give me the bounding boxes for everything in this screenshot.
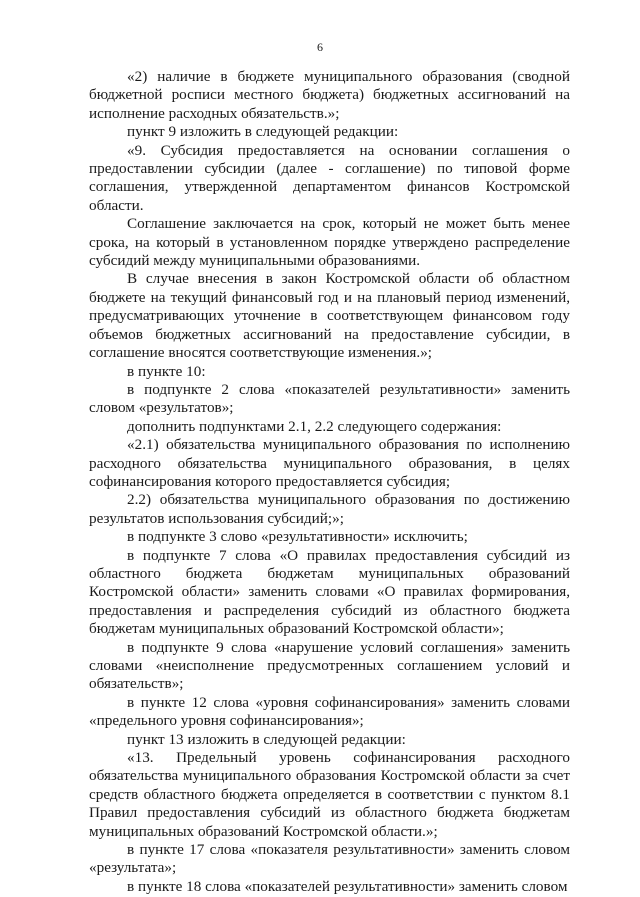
- paragraph: 2.2) обязательства муниципального образования по достижению результатов использования субсидий;»;: [89, 491, 570, 527]
- paragraph: дополнить подпунктами 2.1, 2.2 следующего содержания:: [127, 417, 502, 435]
- paragraph: Соглашение заключается на срок, который не может быть менее срока, на который в установленном порядке утверждено распределение субсидий между муниципальными образованиями.: [89, 215, 570, 270]
- paragraph: В случае внесения в закон Костромской области об областном бюджете на текущий финансовый год и на плановый период изменений, предусматривающих уточнение в соответствующем финансовом году объемов бюджетных ассигнований на предоставление субсидии, в соглашение вносятся соответствующие изменения.»;: [89, 270, 570, 362]
- page-number: 6: [317, 40, 323, 54]
- paragraph: «2.1) обязательства муниципального образования по исполнению расходного обязательства муниципального образования, в целях софинансирования которого предоставляется субсидия;: [89, 436, 570, 490]
- paragraph: «13. Предельный уровень софинансирования расходного обязательства муниципального образования Костромской области за счет средств областного бюджета определяется в соответствии с пунктом 8.1 Правил предоставления субсидий из областного бюджета бюджетам муниципальных образований Костромской области.»;: [89, 749, 570, 840]
- paragraph: пункт 9 изложить в следующей редакции:: [127, 123, 399, 141]
- paragraph: в пункте 18 слова «показателей результативности» заменить словом: [127, 877, 568, 895]
- paragraph: в подпункте 9 слова «нарушение условий соглашения» заменить словами «неисполнение предусмотренных соглашением условий и обязательств»;: [89, 638, 570, 693]
- paragraph: в пункте 17 слова «показателя результативности» заменить словом «результата»;: [89, 841, 570, 877]
- paragraph: в подпункте 7 слова «О правилах предоставления субсидий из областного бюджета бюджетам муниципальных образований Костромской области» заменить словами «О правилах формирования, предоставления и распределения субсидий из областного бюджета бюджетам муниципальных образований Костромской области»;: [89, 546, 570, 638]
- paragraph: в пункте 10:: [127, 362, 206, 380]
- paragraph: пункт 13 изложить в следующей редакции:: [127, 730, 406, 748]
- document-body: [89, 68, 570, 896]
- paragraph: «9. Субсидия предоставляется на основании соглашения о предоставлении субсидии (далее - соглашение) по типовой форме соглашения, утвержденной департаментом финансов Костромской области.: [89, 141, 570, 214]
- paragraph: в подпункте 3 слово «результативности» исключить;: [127, 528, 468, 546]
- paragraph: в подпункте 2 слова «показателей результативности» заменить словом «результатов»;: [89, 380, 570, 417]
- paragraph: в пункте 12 слова «уровня софинансирования» заменить словами «предельного уровня софинансирования»;: [89, 693, 570, 730]
- paragraph: «2) наличие в бюджете муниципального образования (сводной бюджетной росписи местного бюджета) бюджетных ассигнований на исполнение расходных обязательств.»;: [89, 68, 570, 122]
